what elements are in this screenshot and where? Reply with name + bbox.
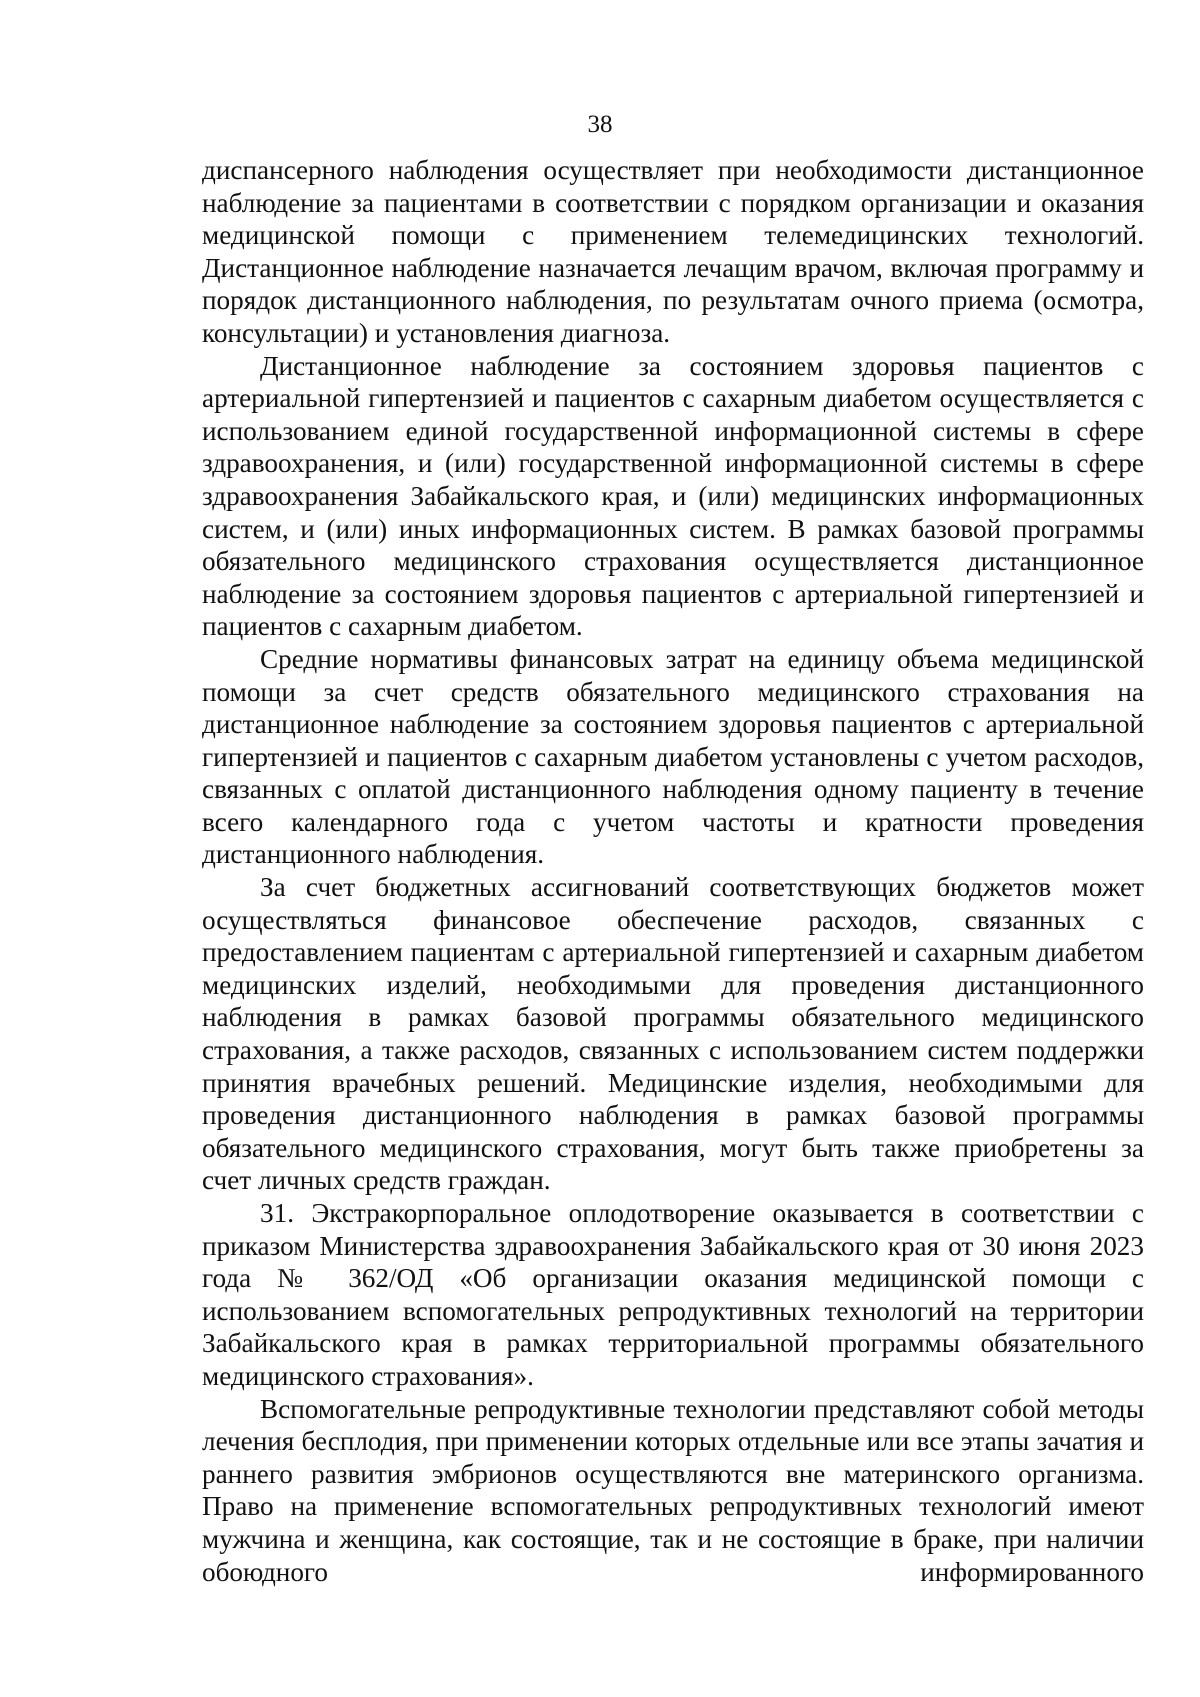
page-number: 38 [587,111,613,138]
paragraph-continuation: диспансерного наблюдения осуществляет при необходимости дистанционное наблюдение за пациентами в соответствии с порядком организации и оказания медицинской помощи с применением телемедицинских технологий. Дистанционное наблюдение назначается лечащим врачом, включая программу и порядок дистанционного наблюдения, по результатам очного приема (осмотра, консультации) и установления диагноза. [202,155,1144,348]
paragraph-remote-monitoring-systems: Дистанционное наблюдение за состоянием здоровья пациентов с артериальной гипертензией и пациентов с сахарным диабетом осуществляется с использованием единой государственной информационной системы в сфере здравоохранения, и (или) государственной информационной системы в сфере здравоохранения Забайкальского края, и (или) медицинских информационных систем, и (или) иных информационных систем. В рамках базовой программы обязательного медицинского страхования осуществляется дистанционное наблюдение за состоянием здоровья пациентов с артериальной гипертензией и пациентов с сахарным диабетом. [202,350,1144,642]
paragraph-item-31-ivf: 31. Экстракорпоральное оплодотворение оказывается в соответствии с приказом Министерства здравоохранения Забайкальского края от 30 июня 2023 года № 362/ОД «Об организации оказания медицинской помощи с использованием вспомогательных репродуктивных технологий на территории Забайкальского края в рамках территориальной программы обязательного медицинского страхования». [202,1198,1144,1391]
document-body [202,154,1144,1588]
paragraph-assisted-reproductive-technologies: Вспомогательные репродуктивные технологии представляют собой методы лечения бесплодия, при применении которых отдельные или все этапы зачатия и раннего развития эмбрионов осуществляются вне материнского организма. Право на применение вспомогательных репродуктивных технологий имеют мужчина и женщина, как состоящие, так и не состоящие в браке, при наличии обоюдного информированного [202,1393,1144,1587]
paragraph-budget-allocations: За счет бюджетных ассигнований соответствующих бюджетов может осуществляться финансовое обеспечение расходов, связанных с предоставлением пациентам с артериальной гипертензией и сахарным диабетом медицинских изделий, необходимыми для проведения дистанционного наблюдения в рамках базовой программы обязательного медицинского страхования, а также расходов, связанных с использованием систем поддержки принятия врачебных решений. Медицинские изделия, необходимыми для проведения дистанционного наблюдения в рамках базовой программы обязательного медицинского страхования, могут быть также приобретены за счет личных средств граждан. [202,872,1144,1196]
paragraph-financing-norms: Средние нормативы финансовых затрат на единицу объема медицинской помощи за счет средств обязательного медицинского страхования на дистанционное наблюдение за состоянием здоровья пациентов с артериальной гипертензией и пациентов с сахарным диабетом установлены с учетом расходов, связанных с оплатой дистанционного наблюдения одному пациенту в течение всего календарного года с учетом частоты и кратности проведения дистанционного наблюдения. [202,643,1144,870]
